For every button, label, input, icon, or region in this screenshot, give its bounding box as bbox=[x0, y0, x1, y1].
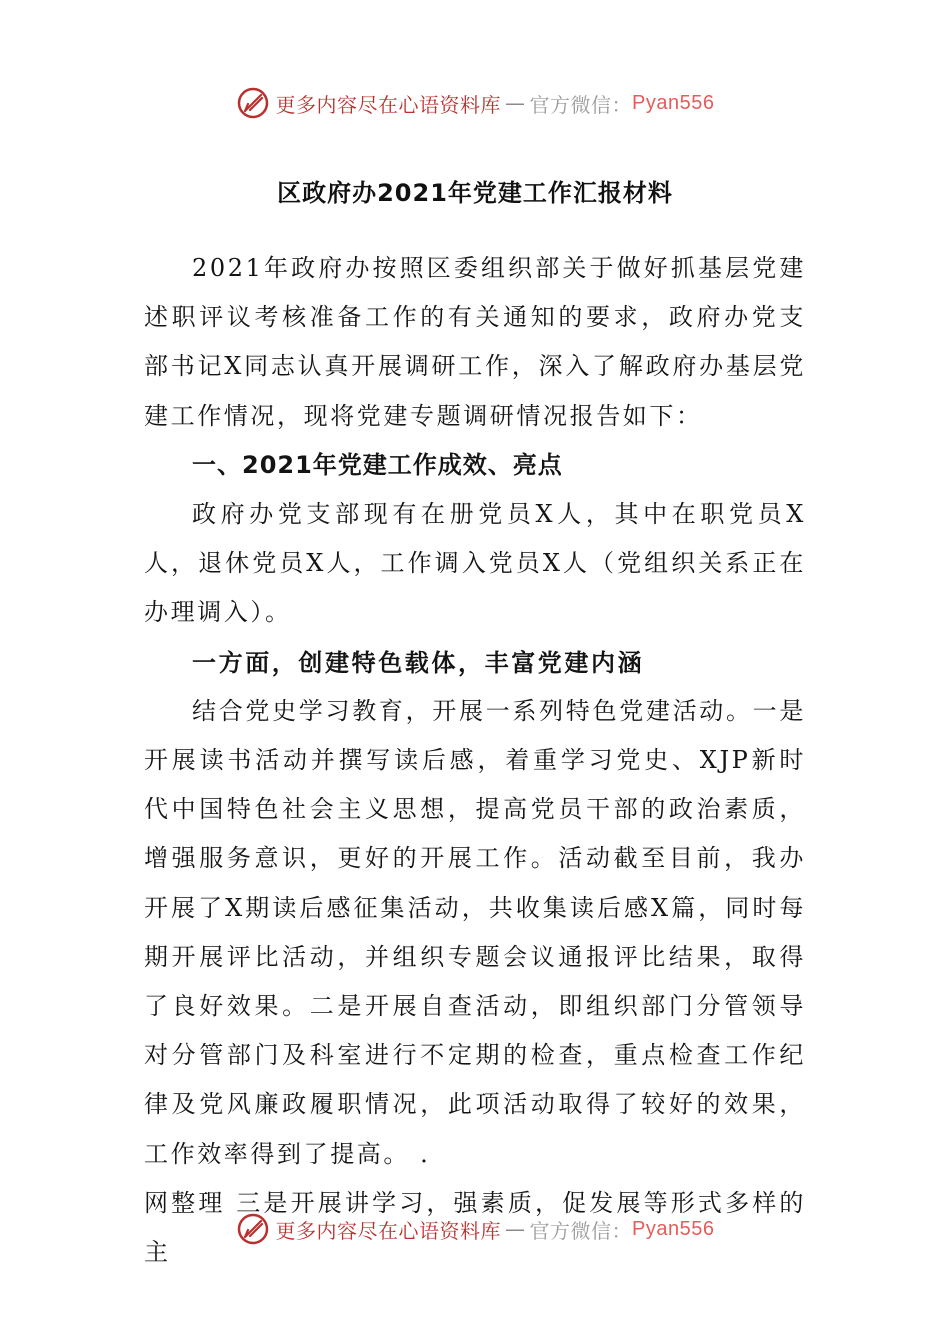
banner-wechat-label: 官方微信： bbox=[529, 1218, 633, 1243]
banner-site-text: 更多内容尽在心语资料库 bbox=[275, 1218, 502, 1243]
banner-dash: — bbox=[505, 1217, 526, 1241]
activities-paragraph: 结合党史学习教育，开展一系列特色党建活动。一是开展读书活动并撰写读后感，着重学习党史、XJP新时代中国特色社会主义思想，提高党员干部的政治素质，增强服务意识，更好的开展工作。活动截至目前，我办开展了X期读后感征集活动，共收集读后感X篇，同时每期开展评比活动，并组织专题会议通报评比结果，取得了良好效果。二是开展自查活动，即组织部门分管领导对分管部门及科室进行不定期的检查，重点检查工作纪律及党风廉政履职情况，此项活动取得了较好的效果，工作效率得到了提高。 ． bbox=[144, 696, 806, 1168]
member-paragraph: 政府办党支部现有在册党员X人，其中在职党员X人，退休党员X人，工作调入党员X人（党组织关系正在办理调入）。 bbox=[144, 500, 806, 627]
banner-wechat-id: Pyan556 bbox=[632, 91, 715, 114]
quill-logo-icon bbox=[236, 1212, 270, 1246]
banner-site-text: 更多内容尽在心语资料库 bbox=[275, 92, 502, 117]
footer-watermark-banner bbox=[0, 1209, 950, 1249]
document-body bbox=[144, 244, 806, 1277]
banner-dash: — bbox=[505, 91, 526, 115]
header-watermark-banner bbox=[0, 83, 950, 123]
banner-wechat-label: 官方微信： bbox=[529, 92, 633, 117]
document-title: 区政府办2021年党建工作汇报材料 bbox=[277, 179, 673, 207]
banner-wechat-id: Pyan556 bbox=[632, 1217, 715, 1240]
last-line: 网整理 三是开展讲学习，强素质，促发展等形式多样的主 bbox=[144, 1188, 806, 1267]
section-heading: 一、2021年党建工作成效、亮点 bbox=[192, 450, 563, 479]
intro-paragraph: 2021年政府办按照区委组织部关于做好抓基层党建述职评议考核准备工作的有关通知的要求，政府办党支部书记X同志认真开展调研工作，深入了解政府办基层党建工作情况，现将党建专题调研情况报告如下： bbox=[144, 254, 806, 430]
subheading: 一方面，创建特色载体，丰富党建内涵 bbox=[192, 647, 645, 677]
quill-logo-icon bbox=[236, 86, 270, 120]
